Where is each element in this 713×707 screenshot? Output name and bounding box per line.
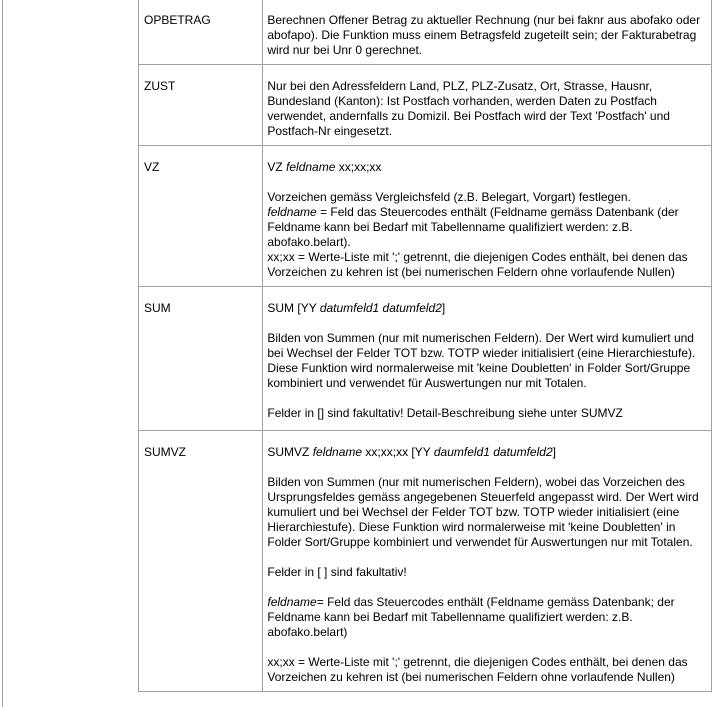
syntax-param: feldname [312,445,363,459]
description-text: Berechnen Offener Betrag zu aktueller Rechnung (nur bei faknr aus abofako oder abofapo). Die Funktion muss einem Betragsfeld zugeteilt sein; der Fakturabetrag wird nur bei Unr 0 gerechnet. [267,13,701,57]
description-text: Felder in [] sind fakultativ! Detail-Beschreibung siehe unter SUMVZ [267,406,623,420]
function-description-cell [263,431,712,692]
syntax-param: feldname [286,160,336,174]
function-key-cell: ZUST [139,65,263,146]
function-reference-table [138,0,712,692]
param-name: feldname [267,205,317,219]
outer-table-left-border [2,0,3,707]
syntax-text: ] [441,301,446,315]
syntax-text: SUMVZ [267,445,313,459]
table-row [139,0,712,65]
description-text: Bilden von Summen (nur mit numerischen Feldern), wobei das Vorzeichen des Ursprungsfeldes gemäss angegebenen Steuerfeld angepasst wird. Der Wert wird kumuliert und bei Wechsel der Felder TOT bzw. TOTP wieder initialisiert (eine Hierarchiestufe). Diese Funktion wird normalerweise mit 'keine Doubletten' in Folder Sort/Gruppe kombiniert und verwendet für Auswertungen nur mit Totalen. [267,475,699,549]
function-key-cell: VZ [139,146,263,287]
param-description [267,595,708,640]
param-description [267,205,708,250]
syntax-line [267,445,708,460]
syntax-param: daumfeld1 datumfeld2 [433,445,553,459]
description-block [267,190,708,280]
syntax-text: xx;xx;xx [335,160,382,174]
param-text: = Feld das Steuercodes enthält (Feldname gemäss Datenbank; der Feldname kann bei Bedarf mit Tabellenname qualifiziert werden: z.B. abofako.belart) [267,595,675,639]
description-text: Bilden von Summen (nur mit numerischen Feldern). Der Wert wird kumuliert und bei Wechsel der Felder TOT bzw. TOTP wieder initialisiert (eine Hierarchiestufe). Diese Funktion wird normalerweise mit 'keine Doubletten' in Folder Sort/Gruppe kombiniert und verwendet für Auswertungen nur mit Totalen. [267,331,696,390]
function-key-cell: SUM [139,287,263,431]
function-description-cell [263,287,712,431]
table-row [139,146,712,287]
syntax-text: xx;xx;xx [YY [362,445,434,459]
syntax-param: datumfeld1 datumfeld2 [319,301,442,315]
param-name: feldname [267,595,317,609]
description-text: xx;xx = Werte-Liste mit ';' getrennt, die diejenigen Codes enthält, bei denen das Vorzeichen zu kehren ist (bei numerischen Feldern ohne vorlaufende Nullen) [267,250,688,279]
syntax-text: VZ [267,160,287,174]
syntax-line [267,160,708,175]
function-description-cell [263,65,712,146]
function-description-cell [263,0,712,65]
syntax-line [267,301,708,316]
syntax-text: SUM [YY [267,301,320,315]
description-text: Nur bei den Adressfeldern Land, PLZ, PLZ-Zusatz, Ort, Strasse, Hausnr, Bundesland (Kanton): Ist Postfach vorhanden, werden Daten zu Postfach verwendet, andernfalls zu Domizil. Bei Postfach wird der Text 'Postfach' und Postfach-Nr eingesetzt. [267,79,670,138]
function-key-cell: OPBETRAG [139,0,263,65]
description-text: Vorzeichen gemäss Vergleichsfeld (z.B. Belegart, Vorgart) festlegen. [267,190,631,204]
description-text: Felder in [ ] sind fakultativ! [267,565,407,579]
param-text: = Feld das Steuercodes enthält (Feldname gemäss Datenbank (der Feldname kann bei Bedarf mit Tabellenname qualifiziert werden: z.B. abofako.belart). [267,205,679,249]
table-row [139,431,712,692]
function-description-cell [263,146,712,287]
description-text: xx;xx = Werte-Liste mit ';' getrennt, die diejenigen Codes enthält, bei denen das Vorzeichen zu kehren ist (bei numerischen Feldern ohne vorlaufende Nullen) [267,655,688,684]
table-row [139,287,712,431]
table-row [139,65,712,146]
syntax-text: ] [552,445,556,459]
function-key-cell: SUMVZ [139,431,263,692]
